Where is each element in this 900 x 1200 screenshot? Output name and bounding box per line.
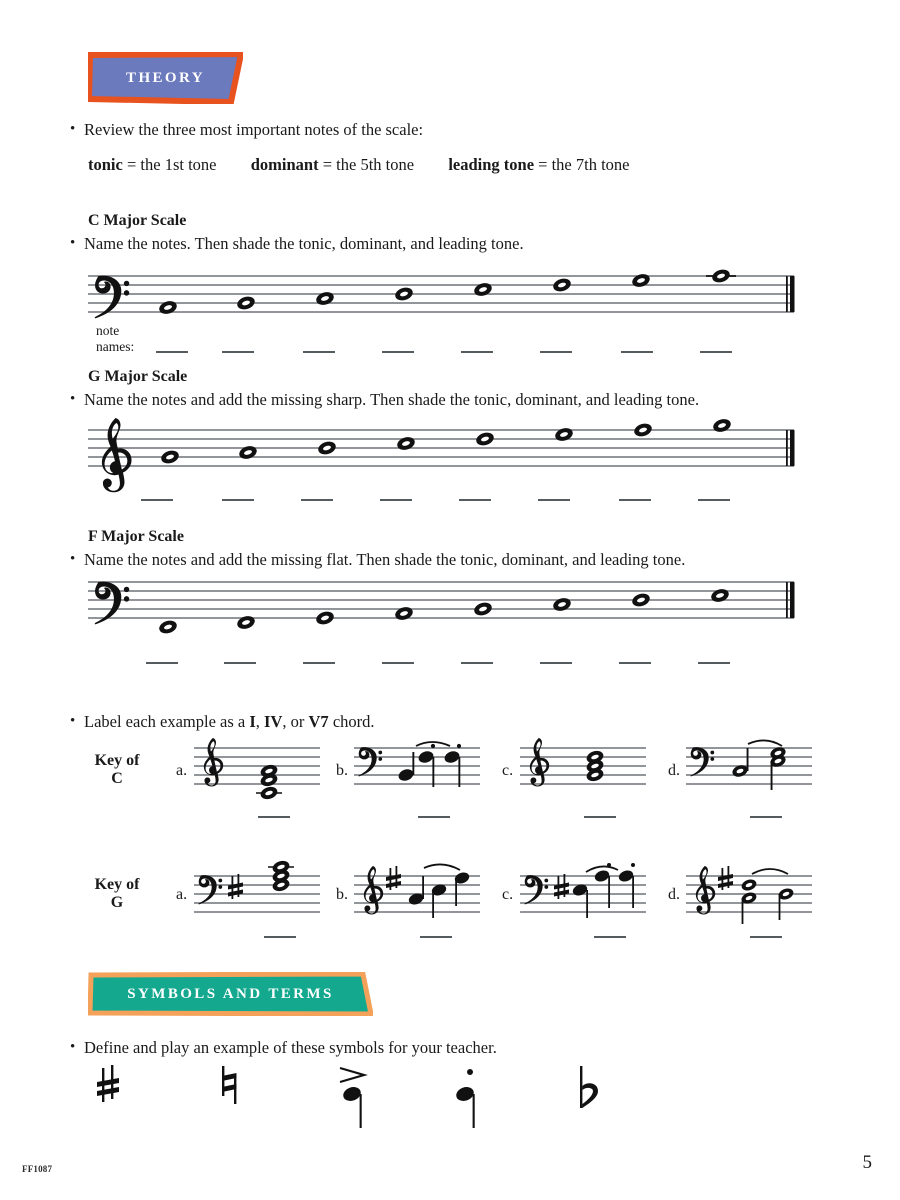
key-g-example-c-letter: c. xyxy=(502,886,514,903)
note-5 xyxy=(473,601,494,618)
key-c-example-b-staff xyxy=(354,736,480,810)
treble-clef-icon xyxy=(102,418,132,492)
quarter-note-1 xyxy=(407,876,424,906)
f-blank-2[interactable] xyxy=(224,662,256,664)
treble-clef-icon xyxy=(364,866,383,914)
staccato-dot-icon xyxy=(467,1069,473,1075)
natural-icon xyxy=(222,1066,236,1104)
note-8 xyxy=(712,417,733,434)
key-c-example-c-letter: c. xyxy=(502,762,514,779)
note-names-line2: names: xyxy=(96,338,135,354)
note-1 xyxy=(160,449,181,466)
key-g-example-b-letter: b. xyxy=(336,886,348,903)
equals-leading-tone: = xyxy=(538,155,548,174)
chord-sep-2: , or xyxy=(282,712,309,731)
bullet-icon: • xyxy=(70,713,76,729)
key-g-example-d-letter: d. xyxy=(668,886,680,903)
chord-instr-suffix: chord. xyxy=(328,712,375,731)
theory-intro-text: Review the three most important notes of the scale: xyxy=(84,120,424,139)
slur xyxy=(748,740,782,746)
sharp-icon xyxy=(97,1065,119,1102)
note-4 xyxy=(394,605,415,622)
sharp-key-signature-icon xyxy=(718,866,733,890)
g-blank-1[interactable] xyxy=(141,499,173,501)
definitions-line xyxy=(88,155,630,175)
half-note-1 xyxy=(731,748,749,779)
f-major-instruction-bullet xyxy=(70,550,810,571)
bass-clef-icon xyxy=(691,747,715,776)
g-blank-3[interactable] xyxy=(301,499,333,501)
sharp-key-signature-icon xyxy=(228,874,243,899)
c-blank-1[interactable] xyxy=(156,351,188,353)
f-major-staff xyxy=(88,570,808,650)
key-g-example-d-staff xyxy=(686,854,812,934)
key-of-g-line2: G xyxy=(110,894,124,912)
g-blank-6[interactable] xyxy=(538,499,570,501)
g-major-staff xyxy=(88,410,808,502)
note-5 xyxy=(473,281,494,298)
note-1 xyxy=(158,299,179,316)
g-major-scale-heading: G Major Scale xyxy=(88,368,188,385)
slur xyxy=(752,869,788,874)
g-blank-4[interactable] xyxy=(380,499,412,501)
treble-clef-icon xyxy=(530,738,549,786)
key-of-c-label xyxy=(78,752,156,789)
half-note-dyad-1 xyxy=(740,878,758,924)
note-6 xyxy=(554,426,575,443)
chord-whole-notes xyxy=(256,763,282,801)
chord-exercise-bullet xyxy=(70,712,810,733)
final-barline xyxy=(786,582,795,618)
g-blank-2[interactable] xyxy=(222,499,254,501)
equals-dominant: = xyxy=(322,155,333,174)
chord-roman-i: I xyxy=(249,712,256,731)
f-blank-6[interactable] xyxy=(540,662,572,664)
f-blank-3[interactable] xyxy=(303,662,335,664)
note-5 xyxy=(475,431,496,448)
key-c-example-c-staff xyxy=(520,736,646,810)
value-dominant: the 5th tone xyxy=(336,155,415,174)
chord-exercise-instruction xyxy=(84,712,375,733)
note-3 xyxy=(315,290,336,307)
equals-tonic: = xyxy=(126,155,137,174)
symbols-instruction: Define and play an example of these symbols for your teacher. xyxy=(84,1038,497,1057)
theory-intro-bullet xyxy=(70,120,770,141)
key-c-example-a-staff xyxy=(194,736,320,810)
key-of-g-line1: Key of xyxy=(94,876,140,893)
c-major-instruction: Name the notes. Then shade the tonic, dominant, and leading tone. xyxy=(84,234,524,253)
note-8 xyxy=(710,587,731,604)
term-leading-tone: leading tone xyxy=(448,155,535,174)
key-g-answer-c[interactable] xyxy=(594,936,626,938)
bass-clef-icon xyxy=(525,875,549,904)
value-leading-tone: the 7th tone xyxy=(551,155,630,174)
key-c-answer-d[interactable] xyxy=(750,816,782,818)
accent-quarter-note-icon xyxy=(340,1068,364,1128)
bullet-icon: • xyxy=(70,235,76,251)
note-8 xyxy=(706,268,736,285)
term-dominant: dominant xyxy=(250,155,319,174)
key-c-answer-c[interactable] xyxy=(584,816,616,818)
symbols-and-terms-banner xyxy=(88,972,373,1016)
g-blank-5[interactable] xyxy=(459,499,491,501)
symbols-banner-label: SYMBOLS AND TERMS xyxy=(127,985,334,1002)
term-tonic: tonic xyxy=(88,155,123,174)
bullet-icon: • xyxy=(70,121,76,137)
key-g-answer-d[interactable] xyxy=(750,936,782,938)
symbols-instruction-bullet xyxy=(70,1038,810,1059)
g-blank-8[interactable] xyxy=(698,499,730,501)
key-g-example-c-staff xyxy=(520,854,646,934)
f-blank-5[interactable] xyxy=(461,662,493,664)
key-c-example-b-letter: b. xyxy=(336,762,348,779)
c-blank-7[interactable] xyxy=(621,351,653,353)
bass-clef-icon xyxy=(359,747,383,776)
note-names-label xyxy=(96,323,134,354)
symbols-row xyxy=(88,1062,628,1142)
note-2 xyxy=(236,295,257,312)
note-4 xyxy=(394,286,415,303)
chord-note-bottom xyxy=(259,785,279,801)
chord-roman-v7: V7 xyxy=(308,712,329,731)
note-7 xyxy=(631,272,652,289)
key-g-answer-b[interactable] xyxy=(420,936,452,938)
note-6 xyxy=(552,596,573,613)
staccato-dot xyxy=(431,744,435,748)
note-2 xyxy=(238,444,259,461)
slur xyxy=(424,864,460,870)
theory-section-banner xyxy=(88,52,243,104)
c-blank-5[interactable] xyxy=(461,351,493,353)
f-major-instruction: Name the notes and add the missing flat. Then shade the tonic, dominant, and leading tone. xyxy=(84,550,686,569)
key-g-example-b-staff xyxy=(354,854,480,934)
key-c-answer-b[interactable] xyxy=(418,816,450,818)
c-blank-4[interactable] xyxy=(382,351,414,353)
c-blank-3[interactable] xyxy=(303,351,335,353)
key-of-g-label xyxy=(78,876,156,913)
note-7 xyxy=(631,592,652,609)
bass-clef-icon xyxy=(199,875,223,904)
key-g-answer-a[interactable] xyxy=(264,936,296,938)
g-blank-7[interactable] xyxy=(619,499,651,501)
f-blank-4[interactable] xyxy=(382,662,414,664)
f-blank-1[interactable] xyxy=(146,662,178,664)
chord-roman-iv: IV xyxy=(264,712,283,731)
g-major-instruction: Name the notes and add the missing sharp. Then shade the tonic, dominant, and leading tone. xyxy=(84,390,700,409)
f-major-scale-heading: F Major Scale xyxy=(88,528,184,545)
c-blank-8[interactable] xyxy=(700,351,732,353)
c-major-staff xyxy=(88,252,808,332)
key-of-c-line1: Key of xyxy=(94,752,140,769)
c-blank-6[interactable] xyxy=(540,351,572,353)
note-3 xyxy=(315,610,336,627)
sharp-key-signature-icon xyxy=(554,874,569,899)
key-g-example-a-staff xyxy=(194,854,320,934)
theory-banner-label: THEORY xyxy=(126,69,205,86)
sharp-key-signature-icon xyxy=(386,866,401,890)
treble-clef-icon xyxy=(204,738,223,786)
g-major-notes xyxy=(160,417,733,465)
footer-code: FF1087 xyxy=(22,1164,53,1174)
note-1 xyxy=(158,619,179,636)
note-6 xyxy=(552,277,573,294)
c-major-scale-heading: C Major Scale xyxy=(88,212,187,229)
staccato-dot xyxy=(457,744,461,748)
bullet-icon: • xyxy=(70,1039,76,1055)
note-4 xyxy=(396,435,417,452)
chord-instr-prefix: Label each example as a xyxy=(84,712,250,731)
key-g-example-a-letter: a. xyxy=(176,886,188,903)
key-c-answer-a[interactable] xyxy=(258,816,290,818)
final-barline xyxy=(786,430,795,466)
key-c-example-a-letter: a. xyxy=(176,762,188,779)
staccato-quarter-note-icon xyxy=(454,1069,475,1128)
flat-icon xyxy=(580,1066,598,1108)
key-c-example-d-letter: d. xyxy=(668,762,680,779)
staccato-dot xyxy=(631,863,635,867)
staff-lines xyxy=(88,582,794,618)
g-major-instruction-bullet xyxy=(70,390,810,411)
c-major-notes xyxy=(158,268,736,316)
chord-whole-notes xyxy=(585,749,605,783)
note-7 xyxy=(633,422,654,439)
accent-mark-icon xyxy=(340,1068,364,1082)
c-blank-2[interactable] xyxy=(222,351,254,353)
value-tonic: the 1st tone xyxy=(140,155,217,174)
note-names-line1: note xyxy=(96,323,120,338)
staccato-dot xyxy=(607,863,611,867)
note-2 xyxy=(236,614,257,631)
chord-sep-1: , xyxy=(255,712,265,731)
key-c-example-d-staff xyxy=(686,736,812,810)
key-of-c-line2: C xyxy=(111,770,123,788)
f-blank-8[interactable] xyxy=(698,662,730,664)
final-barline xyxy=(786,276,795,312)
page-number: 5 xyxy=(862,1152,872,1173)
treble-clef-icon xyxy=(696,866,715,914)
bullet-icon: • xyxy=(70,391,76,407)
f-blank-7[interactable] xyxy=(619,662,651,664)
bullet-icon: • xyxy=(70,551,76,567)
staff-lines xyxy=(88,276,794,312)
f-major-notes xyxy=(158,587,731,635)
note-3 xyxy=(317,440,338,457)
staff-lines xyxy=(88,430,794,466)
